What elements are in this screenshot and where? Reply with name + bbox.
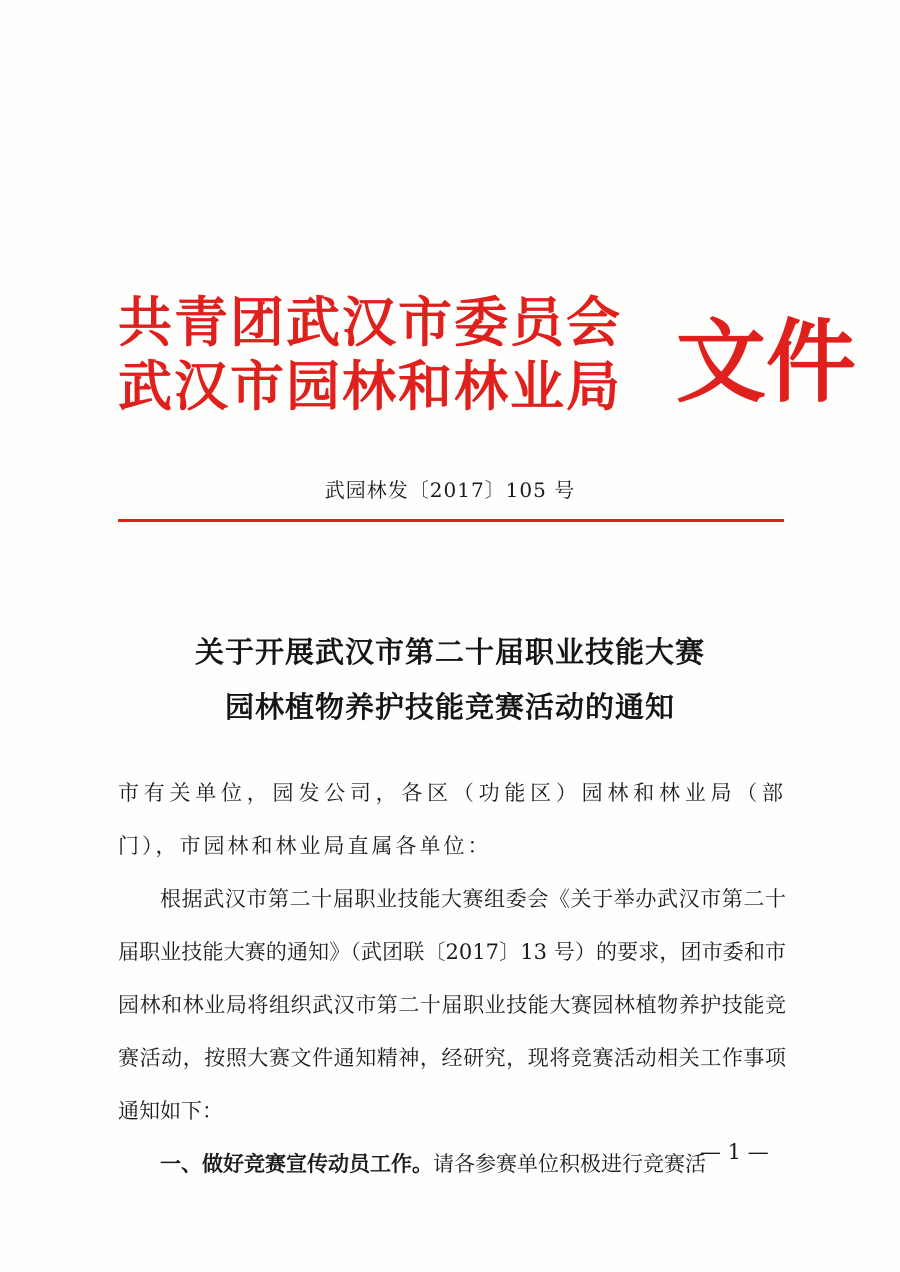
issuer-line-2: 武汉市园林和林业局	[118, 355, 622, 418]
salutation: 市有关单位，园发公司，各区（功能区）园林和林业局（部门），市园林和林业局直属各单位：	[118, 781, 786, 858]
red-letterhead	[118, 288, 856, 438]
document-number: 武园林发〔2017〕105 号	[324, 478, 576, 502]
red-divider-line	[118, 519, 784, 522]
title-line-1: 关于开展武汉市第二十届职业技能大赛	[194, 635, 705, 669]
page-number: — 1 —	[700, 1140, 769, 1164]
document-body	[118, 767, 786, 1191]
section-1	[118, 1138, 786, 1191]
issuer-line-1: 共青团武汉市委员会	[118, 291, 622, 354]
paragraph-1: 根据武汉市第二十届职业技能大赛组委会《关于举办武汉市第二十届职业技能大赛的通知》（武团联〔2017〕13 号）的要求，团市委和市园林和林业局将组织武汉市第二十届职业技能大赛园林植物养护技能竞赛活动，按照大赛文件通知精神，经研究，现将竞赛活动相关工作事项通知如下：	[118, 887, 786, 1123]
title-line-2: 园林植物养护技能竞赛活动的通知	[224, 690, 675, 724]
document-word: 文件	[676, 310, 856, 415]
section-1-text: 请各参赛单位积极进行竞赛活	[433, 1152, 706, 1176]
section-1-heading: 一、做好竞赛宣传动员工作。	[160, 1152, 433, 1176]
